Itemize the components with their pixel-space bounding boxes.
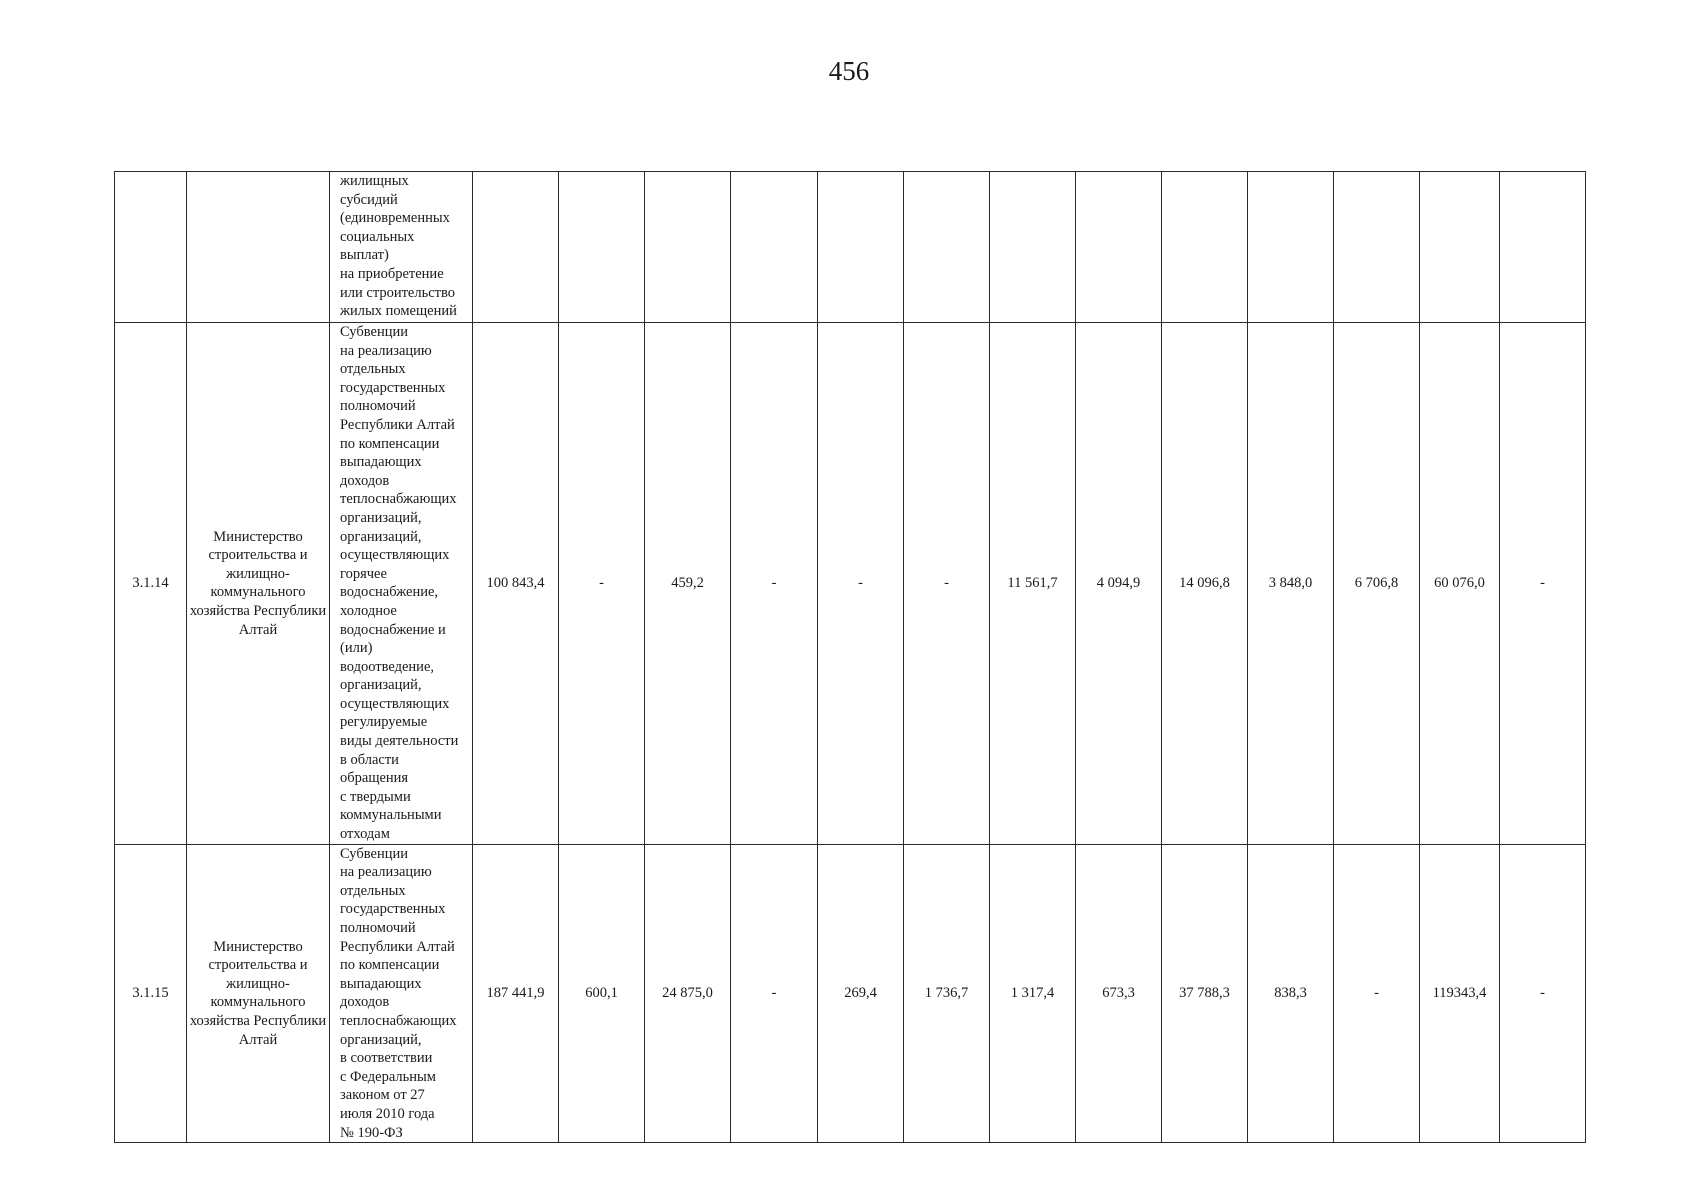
description-line: выплат)	[340, 247, 389, 264]
value-cell: -	[1500, 844, 1586, 1143]
value-cell: 37 788,3	[1162, 844, 1248, 1143]
description-line: июля 2010 года	[340, 1105, 435, 1122]
value-cell: 459,2	[645, 323, 731, 845]
value-cell	[904, 172, 990, 323]
description-line: государственных	[340, 379, 446, 396]
budget-table	[114, 171, 1586, 1143]
description-line: (единовременных	[340, 210, 450, 227]
value-cell	[1162, 172, 1248, 323]
value-cell: 1 317,4	[990, 844, 1076, 1143]
description-line: организаций,	[340, 1031, 422, 1048]
table-row	[115, 844, 1586, 1143]
description-line: на приобретение	[340, 265, 444, 282]
description-line: государственных	[340, 901, 446, 918]
value-cell: 838,3	[1248, 844, 1334, 1143]
description-line: на реализацию	[340, 342, 432, 359]
value-cell: 6 706,8	[1334, 323, 1420, 845]
value-cell	[1334, 172, 1420, 323]
value-cell: 60 076,0	[1420, 323, 1500, 845]
value-cell	[1500, 172, 1586, 323]
value-cell: -	[1334, 844, 1420, 1143]
description-line: холодное	[340, 602, 397, 619]
description-line: водоснабжение,	[340, 584, 439, 601]
value-cell: 600,1	[559, 844, 645, 1143]
value-cell	[1076, 172, 1162, 323]
description-line: полномочий	[340, 920, 416, 936]
description-line: теплоснабжающих	[340, 491, 457, 508]
description-line: организаций,	[340, 677, 422, 694]
description-line: отдельных	[340, 882, 406, 899]
value-cell: 24 875,0	[645, 844, 731, 1143]
value-cell	[1420, 172, 1500, 323]
table-row	[115, 172, 1586, 323]
responsible-org-cell: Министерство строительства и жилищно-коммунального хозяйства Республики Алтай	[187, 323, 330, 845]
description-line: водоотведение,	[340, 658, 435, 675]
description-cell	[330, 323, 473, 845]
description-line: полномочий	[340, 398, 416, 415]
description-line: с Федеральным	[340, 1068, 436, 1085]
description-line: по компенсации	[340, 957, 440, 974]
description-line: водоснабжение и	[340, 621, 446, 638]
description-line: жилых помещений	[340, 303, 457, 320]
value-cell	[731, 172, 818, 323]
value-cell	[1248, 172, 1334, 323]
description-line: в области	[340, 751, 399, 768]
value-cell: 100 843,4	[473, 323, 559, 845]
description-line: на реализацию	[340, 864, 432, 881]
value-cell: -	[1500, 323, 1586, 845]
value-cell: 673,3	[1076, 844, 1162, 1143]
responsible-org-cell	[187, 172, 330, 323]
value-cell	[818, 172, 904, 323]
description-line: в соответствии	[340, 1050, 433, 1067]
value-cell: 11 561,7	[990, 323, 1076, 845]
row-code-cell: 3.1.15	[115, 844, 187, 1143]
value-cell: 14 096,8	[1162, 323, 1248, 845]
table-row	[115, 323, 1586, 845]
value-cell: 119343,4	[1420, 844, 1500, 1143]
description-line: горячее	[340, 565, 387, 582]
description-line: выпадающих	[340, 975, 422, 992]
description-line: законом от 27	[340, 1087, 425, 1104]
description-line: обращения	[340, 770, 409, 787]
description-line: доходов	[340, 472, 390, 489]
description-line: или строительство	[340, 284, 455, 301]
value-cell: -	[731, 323, 818, 845]
value-cell	[473, 172, 559, 323]
description-line: осуществляющих	[340, 547, 450, 564]
responsible-org-cell: Министерство строительства и жилищно-коммунального хозяйства Республики Алтай	[187, 844, 330, 1143]
description-line: Республики Алтай	[340, 416, 455, 433]
description-line: отходам	[340, 826, 390, 843]
value-cell	[990, 172, 1076, 323]
description-line: субсидий	[340, 191, 398, 208]
description-line: отдельных	[340, 361, 406, 378]
value-cell: 3 848,0	[1248, 323, 1334, 845]
value-cell: 187 441,9	[473, 844, 559, 1143]
description-line: жилищных	[340, 173, 409, 189]
value-cell: 4 094,9	[1076, 323, 1162, 845]
description-line: с твердыми	[340, 788, 411, 805]
row-code-cell: 3.1.14	[115, 323, 187, 845]
value-cell: -	[559, 323, 645, 845]
description-line: регулируемые	[340, 714, 428, 731]
value-cell: -	[904, 323, 990, 845]
description-cell	[330, 172, 473, 323]
page-number: 456	[828, 56, 870, 86]
description-line: виды деятельности	[340, 733, 459, 750]
description-line: социальных	[340, 228, 415, 245]
description-line: осуществляющих	[340, 695, 450, 712]
description-line: по компенсации	[340, 435, 440, 452]
description-line: организаций,	[340, 509, 422, 526]
description-line: (или)	[340, 640, 373, 657]
description-line: Республики Алтай	[340, 938, 455, 955]
description-line: доходов	[340, 994, 390, 1011]
value-cell: 269,4	[818, 844, 904, 1143]
value-cell: 1 736,7	[904, 844, 990, 1143]
description-line: № 190-ФЗ	[340, 1124, 403, 1141]
description-line: коммунальными	[340, 807, 442, 824]
value-cell: -	[731, 844, 818, 1143]
value-cell: -	[818, 323, 904, 845]
description-cell	[330, 844, 473, 1143]
description-line: Субвенции	[340, 324, 408, 340]
value-cell	[559, 172, 645, 323]
row-code-cell	[115, 172, 187, 323]
value-cell	[645, 172, 731, 323]
description-line: теплоснабжающих	[340, 1012, 457, 1029]
description-line: Субвенции	[340, 845, 408, 862]
description-line: организаций,	[340, 528, 422, 545]
description-line: выпадающих	[340, 454, 422, 471]
